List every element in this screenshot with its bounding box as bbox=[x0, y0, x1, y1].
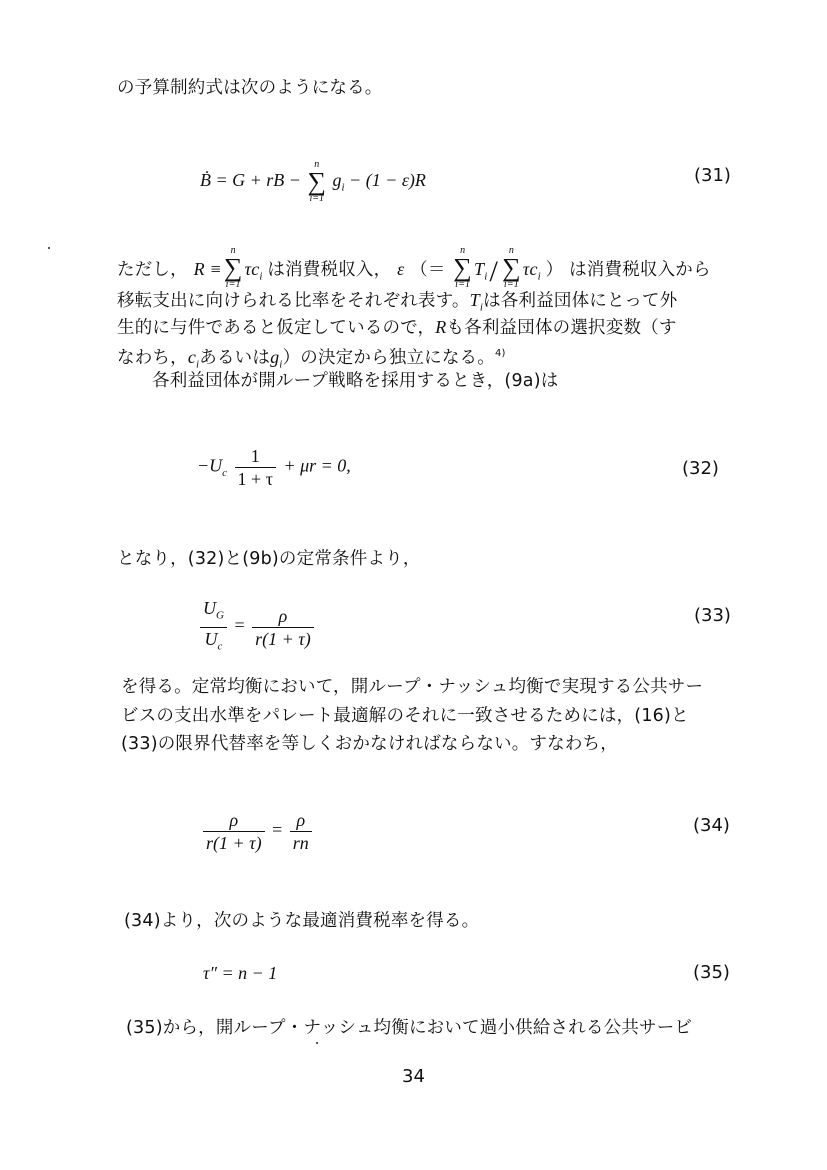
eq33-frac1-num: $U_G$ bbox=[200, 598, 227, 628]
inline-c-sub: i bbox=[196, 358, 200, 371]
text-line-1: の予算制約式は次のようになる。 bbox=[117, 78, 383, 98]
equation-number-33: (33) bbox=[694, 605, 731, 626]
line2-part-d: ） bbox=[545, 260, 564, 280]
inline-ratio-sum1-sub: i=1 bbox=[455, 279, 471, 290]
inline-R-def bbox=[193, 245, 268, 290]
inline-ratio-sum2-sup: n bbox=[508, 245, 515, 256]
inline-g-sym: g bbox=[270, 346, 280, 367]
equation-number-32: (32) bbox=[682, 458, 719, 479]
inline-T bbox=[469, 290, 484, 314]
line2-part-e: は消費税収入から bbox=[563, 260, 711, 280]
eq32-lhs-sub: c bbox=[222, 467, 228, 480]
inline-R-lhs: R ≡ bbox=[193, 259, 222, 279]
eq33-frac1-den: $U_c$ bbox=[204, 628, 223, 653]
equation-number-34: (34) bbox=[693, 815, 730, 836]
eq34-frac1-num: ρ bbox=[203, 810, 265, 832]
equation-number-31: (31) bbox=[694, 165, 731, 186]
inline-R-sum-sub: i=1 bbox=[225, 279, 241, 290]
footnote-marker: 4) bbox=[494, 348, 506, 359]
inline-T-sub: i bbox=[479, 301, 484, 314]
line2-part-a: ただし， bbox=[117, 260, 188, 280]
line2-part-c: （＝ bbox=[410, 260, 446, 280]
inline-g bbox=[270, 346, 283, 371]
inline-ratio-sub1: i bbox=[484, 270, 488, 283]
line4-part-b: も各利益団体の選択変数（す bbox=[446, 318, 677, 338]
eq31-term: g bbox=[332, 170, 342, 191]
eq31-sum-sub: i=1 bbox=[309, 193, 324, 204]
eq32-rest: + μr = 0, bbox=[283, 455, 351, 476]
text-line-12: (35)から，開ループ・ナッシュ均衡において過小供給される公共サービ bbox=[126, 1018, 693, 1038]
eq32-frac-den: 1 + τ bbox=[237, 469, 273, 489]
inline-ratio-term1: T bbox=[474, 259, 485, 279]
equation-number-35: (35) bbox=[693, 962, 730, 983]
scan-speck bbox=[48, 247, 50, 249]
sigma-symbol: ∑ bbox=[223, 253, 243, 282]
eq31-term-sub: i bbox=[341, 181, 345, 194]
line4-part-a: 生的に与件であると仮定しているので， bbox=[117, 318, 436, 338]
line5-part-b: あるいは bbox=[199, 347, 271, 368]
text-line-11: (34)より，次のような最適消費税率を得る。 bbox=[124, 911, 480, 931]
inline-ratio-sum2 bbox=[502, 246, 521, 290]
line3-part-a: 移転支出に向けられる比率をそれぞれ表す。 bbox=[117, 291, 470, 311]
inline-ratio-sum2-sub: i=1 bbox=[503, 279, 520, 290]
inline-g-sub: i bbox=[279, 358, 283, 371]
text-line-6: 各利益団体が開ループ戦略を採用するとき，(9a)は bbox=[152, 371, 559, 391]
text-line-3 bbox=[117, 289, 677, 319]
inline-epsilon: ε bbox=[397, 259, 405, 279]
slash-symbol: / bbox=[489, 255, 499, 288]
text-line-8: を得る。定常均衡において，開ループ・ナッシュ均衡で実現する公共サー bbox=[121, 677, 704, 697]
inline-R-term: τc bbox=[244, 259, 260, 279]
eq33-equals: = bbox=[234, 615, 245, 636]
text-line-4 bbox=[117, 316, 677, 339]
text-line-2 bbox=[117, 246, 711, 290]
line5-part-c: ）の決定から独立になる。 bbox=[282, 347, 495, 368]
sigma-symbol: ∑ bbox=[453, 253, 473, 282]
inline-R-sum-sup: n bbox=[230, 245, 236, 256]
equation-32 bbox=[197, 446, 351, 489]
eq31-sum-sup: n bbox=[314, 159, 320, 170]
eq32-lhs: −U bbox=[197, 455, 223, 476]
text-line-10: (33)の限界代替率を等しくおかなければならない。すなわち， bbox=[121, 734, 618, 754]
eq31-lhs: Ḃ = G + rB − bbox=[200, 170, 301, 191]
eq32-fraction bbox=[235, 446, 276, 489]
equation-34 bbox=[200, 810, 315, 853]
scan-speck bbox=[316, 1042, 318, 1044]
inline-ratio-sum1-sup: n bbox=[460, 245, 466, 256]
inline-R-sub: i bbox=[259, 270, 263, 283]
inline-ratio bbox=[451, 245, 545, 290]
inline-R-sum bbox=[224, 246, 243, 290]
inline-R2: R bbox=[435, 317, 447, 337]
inline-ratio-sub2: i bbox=[537, 270, 541, 283]
equation-35: τ″ = n − 1 bbox=[203, 963, 278, 983]
eq34-fraction-2 bbox=[290, 810, 312, 853]
equation-31 bbox=[200, 160, 426, 204]
equation-33 bbox=[197, 598, 317, 656]
eq34-frac1-den: r(1 + τ) bbox=[206, 833, 262, 853]
inline-T-sym: T bbox=[469, 290, 480, 310]
eq34-fraction-1 bbox=[203, 810, 265, 853]
eq33-frac2-den: r(1 + τ) bbox=[255, 628, 311, 649]
eq33-fraction-2 bbox=[252, 606, 314, 649]
line2-part-b: は消費税収入， bbox=[267, 260, 392, 280]
eq34-frac2-den: rn bbox=[292, 833, 309, 853]
inline-ratio-term2: τc bbox=[522, 259, 538, 279]
page-number: 34 bbox=[402, 1066, 425, 1087]
line3-part-b: は各利益団体にとって外 bbox=[483, 291, 678, 311]
eq34-equals: = bbox=[272, 819, 283, 840]
inline-c bbox=[187, 346, 200, 371]
eq33-frac2-num: ρ bbox=[252, 606, 314, 628]
inline-c-sym: c bbox=[187, 346, 197, 367]
eq32-frac-num: 1 bbox=[235, 446, 276, 468]
eq31-sum bbox=[307, 160, 326, 204]
sigma-symbol: ∑ bbox=[307, 167, 326, 196]
eq34-frac2-num: ρ bbox=[290, 810, 312, 832]
line5-part-a: なわち， bbox=[117, 347, 188, 368]
text-line-9: ビスの支出水準をパレート最適解のそれに一致させるためには，(16)と bbox=[121, 706, 689, 726]
eq31-rest: − (1 − ε)R bbox=[349, 170, 426, 191]
inline-ratio-sum1 bbox=[453, 246, 472, 290]
eq33-fraction-1 bbox=[200, 598, 227, 656]
sigma-symbol: ∑ bbox=[502, 253, 521, 282]
text-line-7: となり，(32)と(9b)の定常条件より， bbox=[117, 549, 421, 569]
